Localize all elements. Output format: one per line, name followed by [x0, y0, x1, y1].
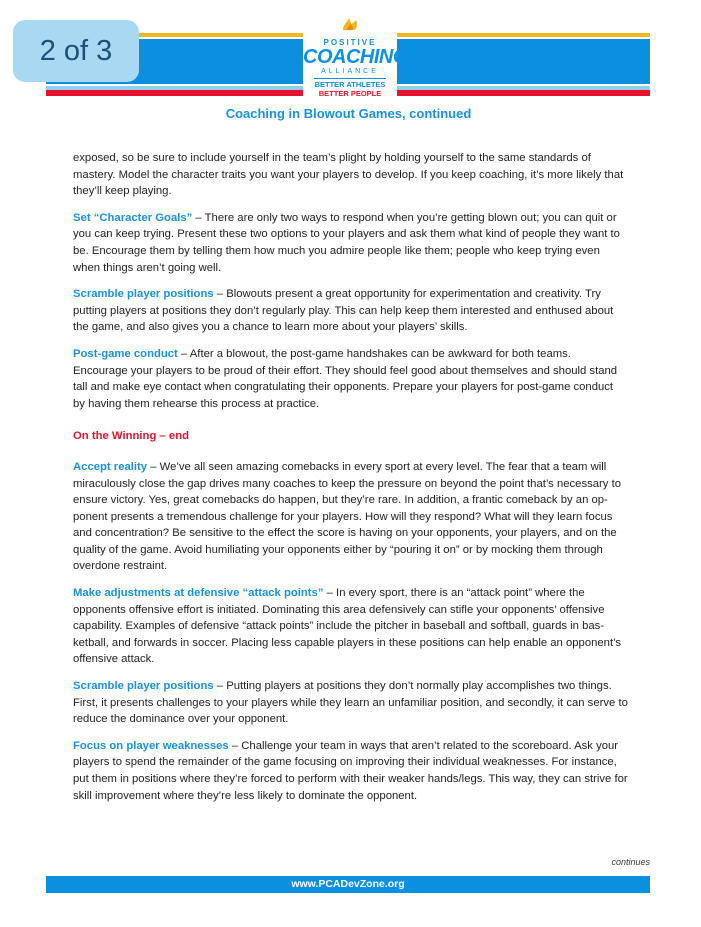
paragraph-lead: Scramble player positions: [73, 288, 214, 301]
pca-logo: [303, 14, 408, 104]
paragraph-lead: Accept reality: [73, 460, 148, 473]
body-text: [73, 150, 628, 814]
flame-icon: [340, 16, 360, 32]
paragraph: [73, 738, 628, 804]
paragraph-body: – We’ve all seen amazing comebacks in every sport at every level. The fear that a team will miraculously close the gap drives many coaches to keep the pressure on beyond the point that’s necessary to ensure victory. Yes, great comebacks do happen, but they’re rare. In addition, a frantic comeback by an op-ponent presents a tremendous challenge for your players. How will they respond? What will they learn focus and concentration? Be sensitive to the effect the score is having on your opponents, your players, and on the quality of the game. Avoid humiliating your opponents either by “pouring it on” or by mocking them through overdone restraint.: [73, 460, 622, 573]
paragraph: [73, 286, 628, 336]
paragraph: [73, 678, 628, 728]
paragraph-body: – After a blowout, the post-game handshakes can be awkward for both teams. Encourage your players to be proud of their effort. They should feel good about themselves and should stand tall and make eye contact when congratulating their opponents. Prepare your players for post-game conduct by having them rehearse this process at practice.: [73, 347, 618, 410]
paragraph: [73, 150, 628, 200]
paragraph: [73, 585, 628, 668]
paragraph: [73, 210, 628, 276]
footer-url-link[interactable]: www.PCADevZone.org: [46, 876, 650, 893]
paragraph-lead: Set “Character Goals”: [73, 211, 193, 224]
paragraph: [73, 459, 628, 575]
continues-note: continues: [611, 857, 650, 867]
paragraph-body: – In every sport, there is an “attack point” where the opponents offensive effort is initiated. Dominating this area defensively can stifle your opponents’ offensive capability. Examples of defensive “attack points” include the pitcher in baseball and softball, guards in bas-ketball, and forwards in soccer. Placing less capable players in these positions can help enable an opponent’s offensive attack.: [73, 587, 622, 666]
paragraph-lead: Scramble player positions: [73, 680, 214, 693]
paragraph: [73, 346, 628, 412]
logo-tagline-people: BETTER PEOPLE: [318, 89, 382, 98]
logo-coaching-text: COACHING: [303, 46, 408, 68]
paragraph-body: – There are only two ways to respond when you’re getting blown out; you can quit or you can keep trying. Present these two options to your players and ask them what kind of people they want to be. Encourage them by telling them how much you admire people like them; people who keep trying even when things aren’t going well.: [73, 211, 620, 274]
logo-alliance-text: ALLIANCE: [321, 68, 379, 75]
section-heading: On the Winning – end: [73, 430, 189, 443]
document-title: Coaching in Blowout Games, continued: [225, 106, 472, 121]
paragraph-lead: Focus on player weaknesses: [73, 739, 229, 752]
paragraph-body: – Blowouts present a great opportunity for experimentation and creativity. Try putting players at positions they don’t regularly play. This can help keep them interested and enthused about the game, and also gives you a chance to learn more about your players’ skills.: [73, 288, 614, 334]
logo-positive-text: POSITIVE: [323, 38, 377, 47]
logo-divider: [314, 78, 386, 79]
logo-tagline-athletes: BETTER ATHLETES: [314, 80, 386, 89]
paragraph-body: exposed, so be sure to include yourself in the team’s plight by holding yourself to the same standards of mastery. Model the character traits you want your players to develop. If you keep coaching, it’s more likely that they’ll keep playing.: [73, 152, 624, 198]
paragraph-lead: Make adjustments at defensive “attack points”: [73, 587, 324, 600]
paragraph-body: – Challenge your team in ways that aren’t related to the scoreboard. Ask your players to spend the remainder of the game focusing on improving their individual weaknesses. For instance, put them in positions where they’re forced to perform with their weaker hands/legs. This way, they can strive for skill improvement where they’re less likely to dominate the opponent.: [73, 739, 628, 802]
page-indicator-badge: 2 of 3: [13, 20, 139, 82]
paragraph-body: – Putting players at positions they don’t normally play accomplishes two things. First, it presents challenges to your players while they learn an unfamiliar position, and secondly, it can serve to reduce the dominance over your opponent.: [73, 680, 628, 726]
paragraph-lead: Post-game conduct: [73, 347, 178, 360]
